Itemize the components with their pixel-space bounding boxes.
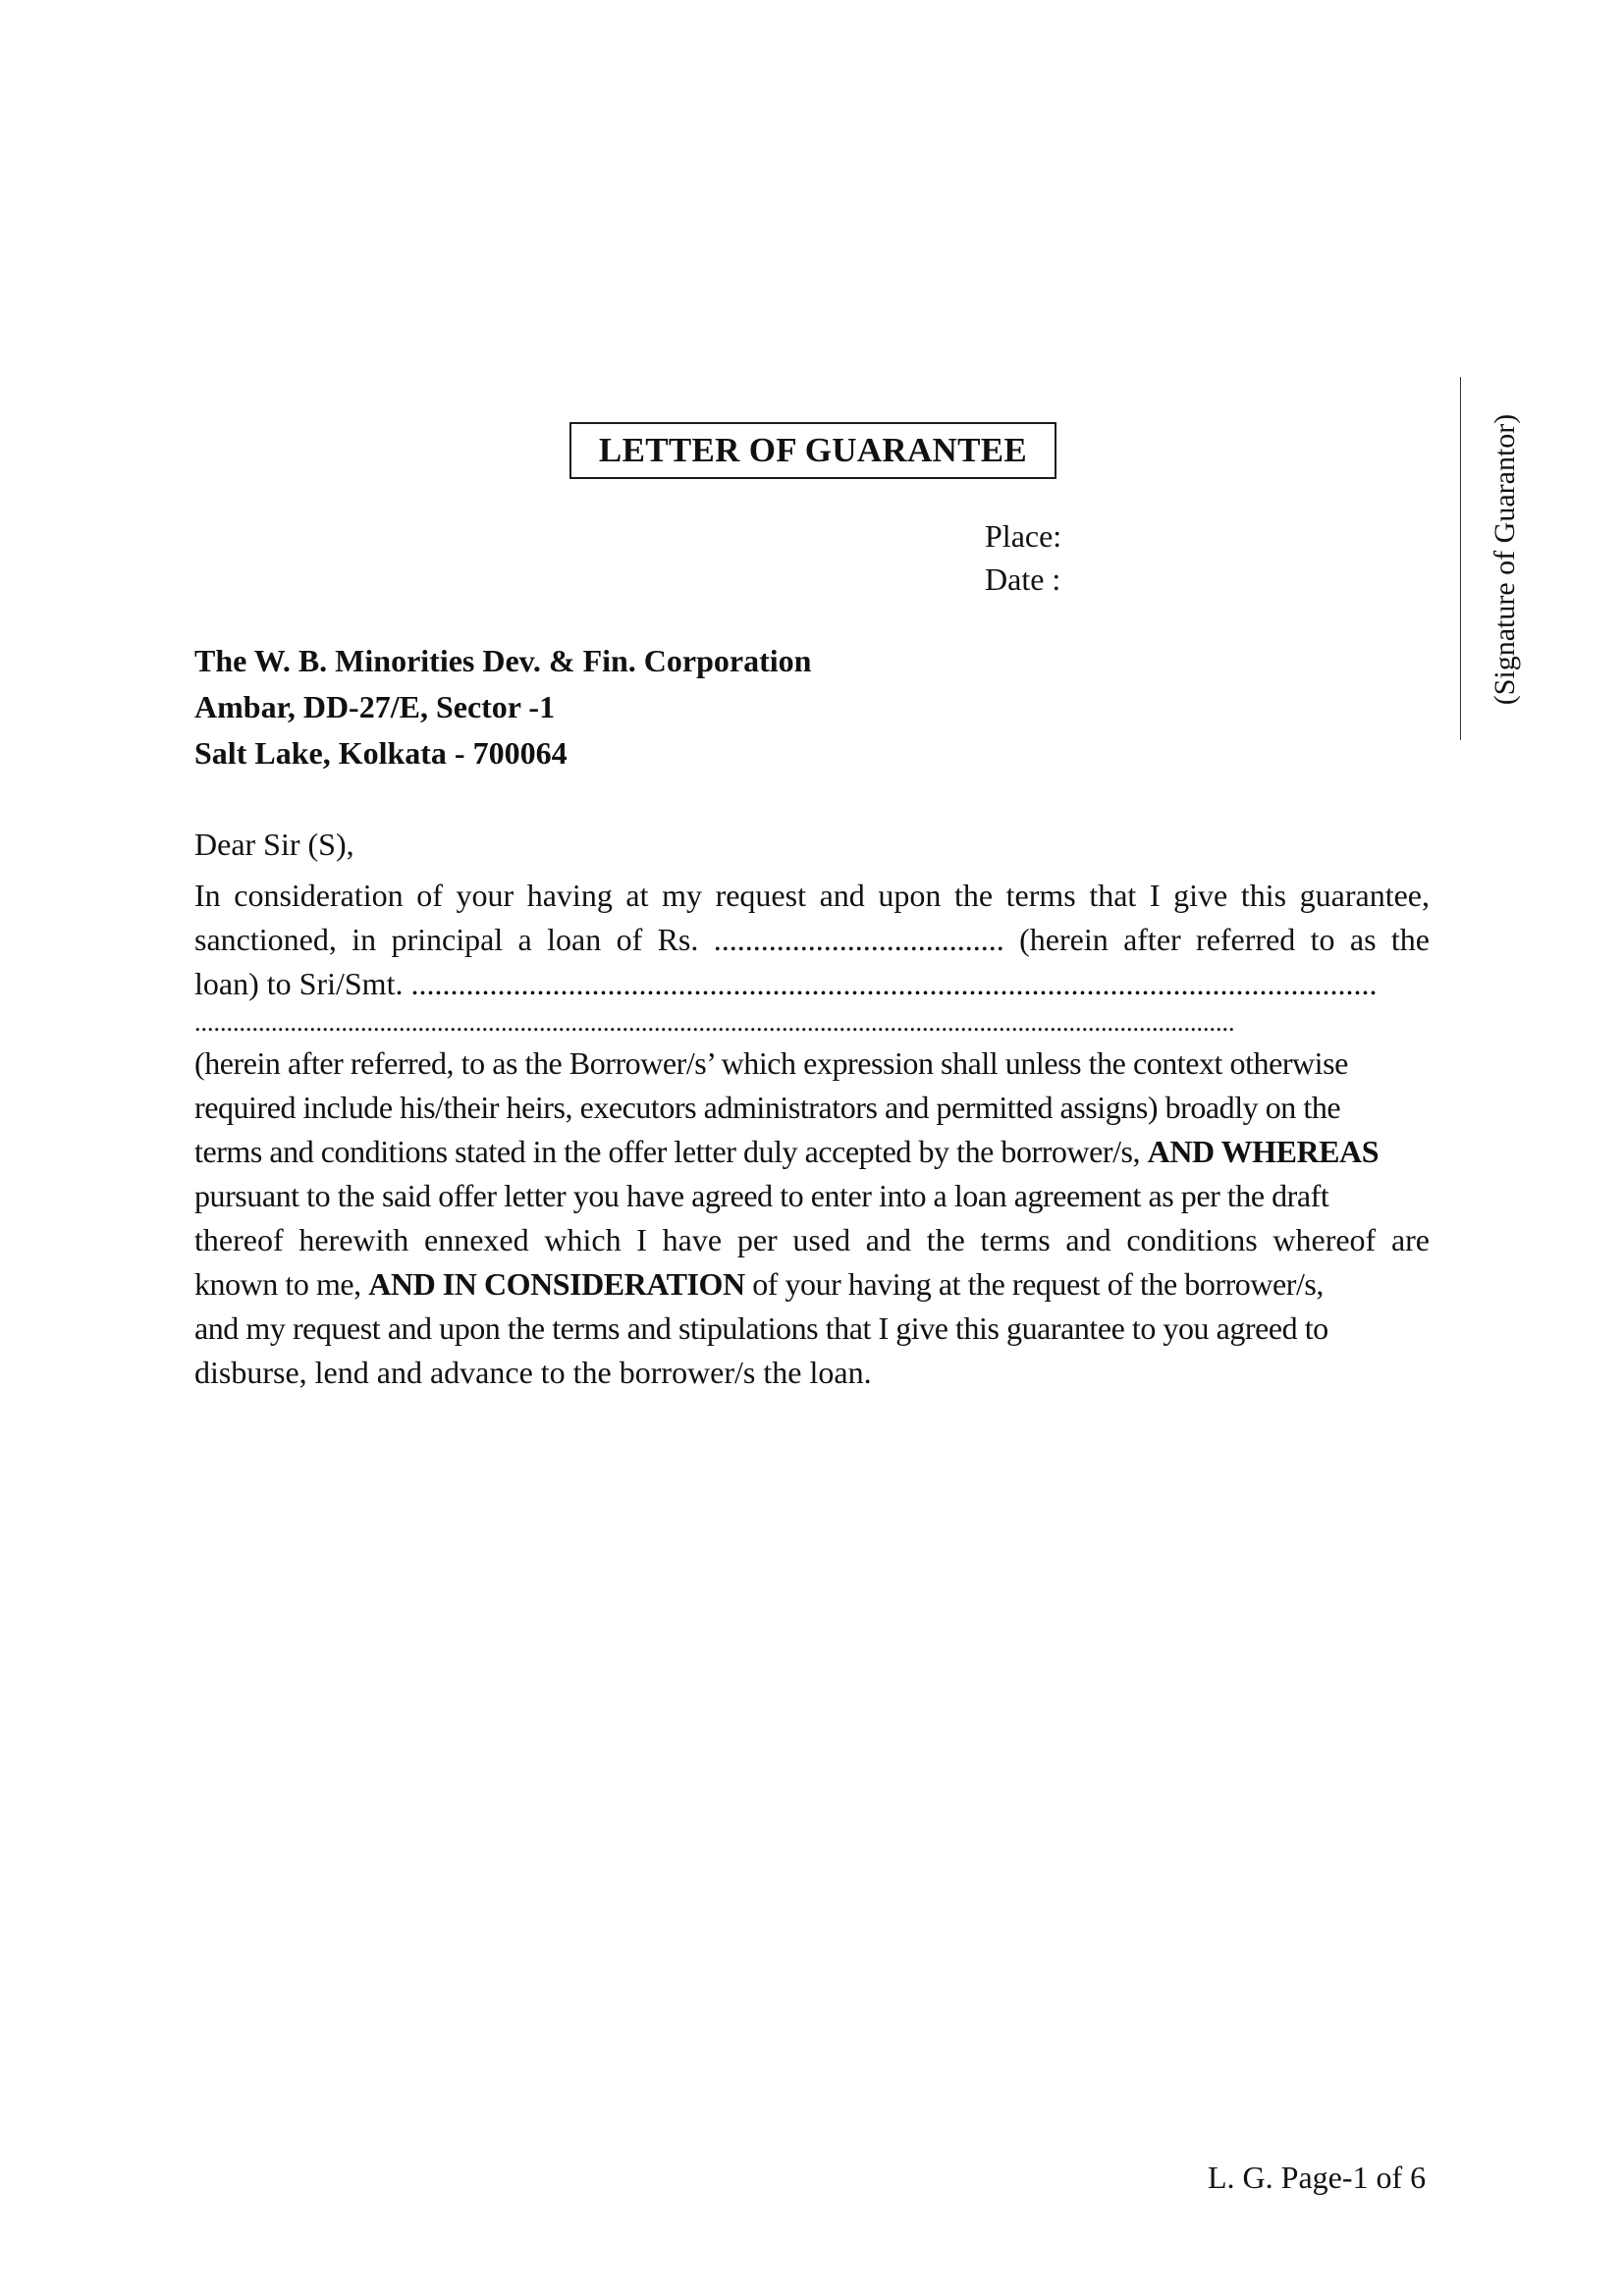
body-line: In consideration of your having at my request and upon the terms that I give this guarantee, (194, 878, 1430, 913)
place-date-block (985, 514, 1061, 601)
body-line: pursuant to the said offer letter you have agreed to enter into a loan agreement as per the draft (194, 1178, 1329, 1213)
salutation: Dear Sir (S), (194, 827, 354, 862)
body-line: required include his/their heirs, executors administrators and permitted assigns) broadly on the (194, 1090, 1341, 1125)
body-line: (herein after referred, to as the Borrower/s’ which expression shall unless the context otherwise (194, 1045, 1348, 1081)
signature-line (1460, 377, 1461, 740)
address-line-3: Salt Lake, Kolkata - 700064 (194, 735, 568, 771)
body-line: disburse, lend and advance to the borrower/s the loan. (194, 1355, 872, 1390)
body-text-run: of your having at the request of the borrower/s, (752, 1266, 1324, 1302)
document-title: LETTER OF GUARANTEE (598, 431, 1028, 469)
letter-body (194, 874, 1430, 1395)
body-line (194, 1130, 1430, 1174)
body-dotted-line: ................................................................................................................................................................... (194, 1008, 1235, 1037)
signature-label: (Signature of Guarantor) (1489, 413, 1521, 706)
date-label: Date : (985, 561, 1061, 597)
title-box (569, 422, 1056, 479)
body-line: loan) to Sri/Smt. ........................................................................................................................... (194, 966, 1378, 1001)
emphasis-and-whereas: AND WHEREAS (1147, 1134, 1380, 1169)
address-line-2: Ambar, DD-27/E, Sector -1 (194, 689, 556, 724)
body-line: and my request and upon the terms and stipulations that I give this guarantee to you agreed to (194, 1310, 1328, 1346)
place-label: Place: (985, 518, 1062, 554)
body-line: thereof herewith ennexed which I have per used and the terms and conditions whereof are (194, 1222, 1430, 1257)
body-text-run: known to me, (194, 1266, 361, 1302)
emphasis-and-in-consideration: AND IN CONSIDERATION (368, 1266, 745, 1302)
page-number: L. G. Page-1 of 6 (1208, 2160, 1427, 2195)
recipient-address (194, 638, 811, 776)
body-line (194, 1262, 1430, 1307)
address-line-1: The W. B. Minorities Dev. & Fin. Corporation (194, 643, 812, 678)
body-text-run: terms and conditions stated in the offer letter duly accepted by the borrower/s, (194, 1134, 1141, 1169)
body-line: sanctioned, in principal a loan of Rs. ..................................... (herein after referred to as the (194, 922, 1430, 957)
